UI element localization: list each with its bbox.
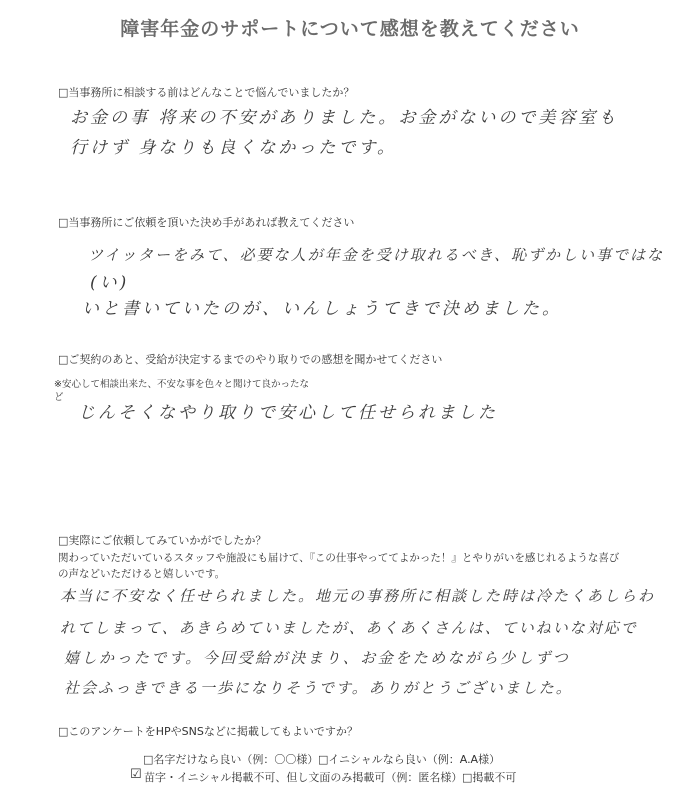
- question-4-note-line-1: 関わっていただいているスタッフや施設にも届けて、『この仕事やっててよかった！』とやりがいを感じれるような喜び: [58, 552, 620, 564]
- question-3: □ご契約のあと、受給が決定するまでのやり取りでの感想を聞かせてください: [58, 353, 443, 366]
- option-surname-only[interactable]: □名字だけなら良い（例：〇〇様）: [143, 753, 319, 766]
- question-4: □実際にご依頼してみていかがでしたか？: [58, 534, 267, 547]
- answer-4-line-3: 嬉しかったです。今回受給が決まり、お金をためながら少しずつ: [64, 649, 571, 667]
- answer-1-line-1: お金の事 将来の不安がありました。お金がないので美容室も: [70, 108, 619, 128]
- question-5: □このアンケートをHPやSNSなどに掲載してもよいですか？: [58, 725, 358, 738]
- question-3-note-line-2: ど: [54, 392, 64, 403]
- option-initials-only[interactable]: □イニシャルなら良い（例：A.A様）: [318, 753, 501, 766]
- answer-4-line-4: 社会ふっきできる一歩になりそうです。ありがとうございました。: [64, 679, 573, 697]
- page-title: 障害年金のサポートについて感想を教えてください: [120, 18, 580, 40]
- option-no-posting[interactable]: □掲載不可: [462, 771, 517, 784]
- question-1: □当事務所に相談する前はどんなことで悩んでいましたか？: [58, 86, 355, 99]
- question-4-note-line-2: の声などいただけると嬉しいです。: [58, 568, 226, 580]
- answer-4-line-2: れてしまって、あきらめていましたが、あくあくさんは、ていねいな対応で: [60, 619, 638, 637]
- answer-1-line-2: 行けず 身なりも良くなかったです。: [70, 138, 398, 158]
- answer-4-line-1: 本当に不安なく任せられました。地元の事務所に相談した時は冷たくあしらわ: [60, 587, 656, 605]
- checked-checkbox-icon[interactable]: ☑: [130, 767, 142, 782]
- answer-2-line-3: いと書いていたのが、いんしょうてきで決めました。: [82, 299, 562, 319]
- question-3-note-line-1: ※安心して相談出来た、不安な事を色々と聞けて良かったな: [54, 379, 309, 390]
- option-text-only-anonymous[interactable]: 苗字・イニシャル掲載不可、但し文面のみ掲載可（例：匿名様）: [144, 771, 463, 784]
- answer-2-line-1: ツイッターをみて、必要な人が年金を受け取れるべき、恥ずかしい事ではな: [88, 246, 665, 264]
- answer-2-line-2: (い): [90, 273, 130, 293]
- question-2: □当事務所にご依頼を頂いた決め手があれば教えてください: [58, 216, 355, 229]
- answer-3-line-1: じんそくなやり取りで安心して任せられました: [78, 403, 498, 423]
